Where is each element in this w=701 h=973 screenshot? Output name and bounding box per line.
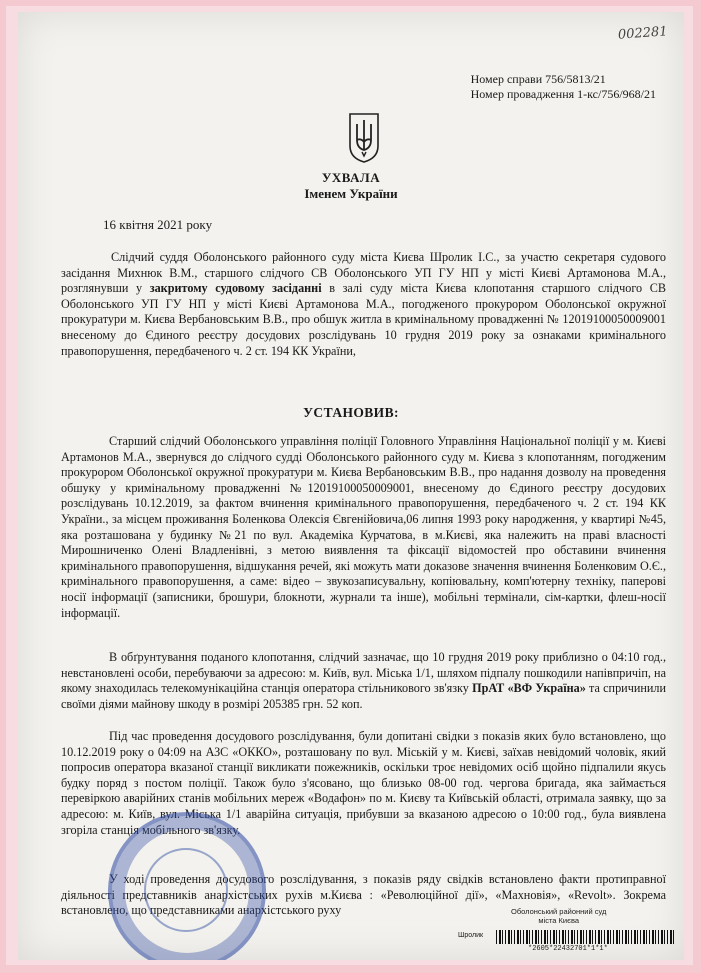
paragraph-petition: Старший слідчий Оболонського управління поліції Головного Управління Національної поліції у м. Києві Артамонов М.А., звернувся до слідчого судді Оболонського районного суду м. Києва з клопотанням, погодженим прокурором Оболонської окружної прокуратури м. Києва Вербановським В.В., про надання дозволу на проведення обшуку у кримінальному провадженні №12019100050009001, внесеному до Єдиного реєстру досудових розслідувань 10.12.2019, за фактом вчинення кримінального правопорушення, передбаченого ч. 2 ст. 194 КК України., за місцем проживання Боленкова Олексія Євгенійовича,06 липня 1993 року народження, у квартирі №45, яка розташована у будинку №21 по вул. Академіка Курчатова, в м.Києві, яка належить на праві власності Мирошниченко Олені Владленівні, з метою виявлення та фіксації відомостей про обставини вчинення кримінального правопорушення, відшукання речей, які можуть мати доказове значення вчинення Боленковим О.Є., кримінального правопорушення, а саме: відео – звукозаписувальну, копіювальну, комп'ютерну техніку, паперові носії інформації (записники, брошури, блокноти, журнали та інше), мобільні термінали, сім-картки, флеш-носії інформації.: [61, 434, 666, 620]
document-title: УХВАЛА: [321, 170, 381, 185]
barcode-number: *2605*22432701*1*1*: [528, 945, 608, 953]
case-info: [471, 72, 656, 102]
court-name-label: Оболонський районний суд міста Києва: [511, 907, 607, 925]
company-name: ПрАТ «ВФ Україна»: [472, 681, 586, 696]
handwritten-number: 002281: [617, 24, 669, 43]
case-number: Номер справи 756/5813/21: [470, 72, 606, 86]
paragraph-justification: В обґрунтування поданого клопотання, слідчий зазначає, що 10 грудня 2019 року приблизно о 04:10 год., невстановлені особи, перебуваючи за адресою: м. Київ, вул. Міська 1/1, шляхом підпалу пошкодили напівпричіп, на якому знаходилась телекомунікаційна станція оператора стільникового зв'язку ПрАТ «ВФ Україна» та спричинили своїми діями майнову шкоду в розмірі 205385 грн. 52 коп.: [61, 650, 666, 711]
barcode: [458, 930, 678, 954]
ukraine-trident-icon: [348, 112, 380, 164]
stamp-inner-ring: [144, 848, 228, 932]
barcode-label: Шролик: [458, 932, 484, 939]
court-seal-stamp: [108, 812, 266, 960]
proceeding-number: Номер провадження 1-кс/756/968/21: [470, 87, 656, 101]
intro-paragraph: Слідчий суддя Оболонського районного суду міста Києва Шролик І.С., за участю секретаря судового засідання Михнюк В.М., старшого слідчого СВ Оболонського УП ГУ НП у місті Києві Артамонова М.А., розглянувши у закритому судовому засіданні в залі суду міста Києва клопотання старшого слідчого СВ Оболонського УП ГУ НП у місті Києві Артамонова М.А., погодженого прокурором Оболонської окружної прокуратури м. Києва Вербановським В.В., про обшук житла в кримінальному провадженні № 12019100050009001 внесеному до Єдиного реєстру досудових розслідувань 10 грудня 2019 року за ознаками кримінального правопорушення, передбаченого ч. 2 ст. 194 КК України,: [61, 250, 666, 358]
paragraph-investigation: Під час проведення досудового розслідування, були допитані свідки з показів яких було встановлено, що 10.12.2019 року о 04:09 на АЗС «ОККО», розташовану по вул. Міській у м. Києві, заїхав невідомий чоловік, який попросив оператора вказаної станції викликати пожежників, оскільки троє невідомих осіб щойно підпалили якусь будку поряд з постом поліції. Також було з'ясовано, що близько 08-00 год. чергова бригада, яка займається перевіркою аварійних станів мобільних мереж «Водафон» по м. Києву та Київській області, отримала заявку, що за адресою: м. Київ, вул. Міська 1/1 аварійна ситуація, прибувши за вказаною адресою о 10:00 год., була виявлена згоріла станція мобільного зв'язку.: [61, 729, 666, 837]
intro-bold-phrase: закритому судовому засіданні: [149, 281, 322, 296]
paragraph-findings: У ході проведення досудового розслідування, з показів ряду свідків встановлено факти протиправної діяльності представників анархістських рухів м.Києва : «Революційної дії», «Махновія», «Revolt». Зокрема встановлено, що представниками анархістського руху: [61, 872, 666, 918]
document-subtitle: Іменем України: [304, 186, 398, 201]
barcode-bars: [496, 930, 676, 944]
section-heading: УСТАНОВИВ:: [303, 405, 399, 420]
document-page: [18, 12, 684, 960]
document-date: 16 квітня 2021 року: [103, 217, 213, 232]
